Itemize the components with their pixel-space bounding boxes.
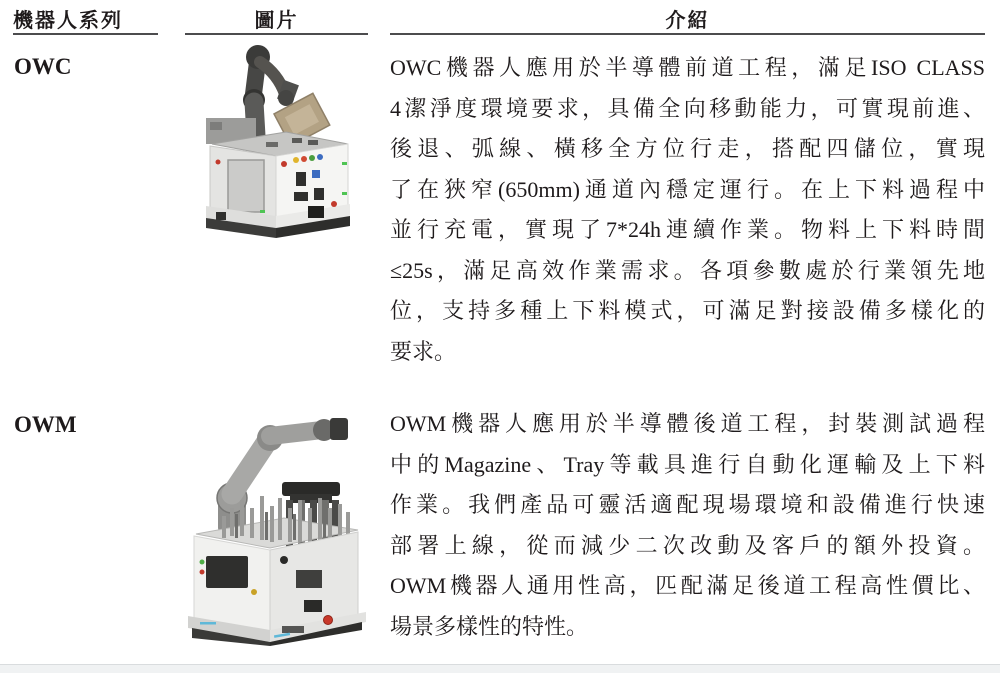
intro-line: 部署上線，從而減少二次改動及客戶的額外投資。 — [390, 532, 985, 558]
owc-robot-image — [196, 42, 362, 238]
intro-line: 後退、弧線、橫移全方位行走，搭配四儲位，實現 — [390, 136, 985, 161]
intro-line: OWM機器人通用性高，匹配滿足後道工程高性價比、 — [390, 573, 985, 598]
series-label-owc: OWC — [14, 54, 72, 79]
intro-line: OWC機器人應用於半導體前道工程，滿足ISO CLASS — [390, 55, 985, 80]
intro-owc — [390, 48, 985, 372]
intro-line: 作業。我們產品可靈活適配現場環境和設備進行快速 — [390, 492, 985, 517]
page-bottom-band — [0, 664, 1000, 673]
column-header-series: 機器人系列 — [13, 10, 123, 32]
intro-line: 位，支持多種上下料模式，可滿足對接設備多樣化的 — [390, 298, 985, 323]
intro-line: 場景多樣性的特性。 — [390, 613, 589, 639]
column-header-image: 圖片 — [254, 10, 299, 32]
intro-line: 4潔淨度環境要求，具備全向移動能力，可實現前進、 — [390, 95, 985, 121]
header-rule-image — [185, 33, 368, 35]
series-label-owm: OWM — [14, 412, 77, 437]
header-rule-series — [13, 33, 158, 35]
intro-owm — [390, 404, 985, 647]
intro-line: OWM機器人應用於半導體後道工程，封裝測試過程 — [390, 411, 985, 436]
intro-line: 要求。 — [390, 338, 457, 364]
intro-line: ≤25s，滿足高效作業需求。各項參數處於行業領先地 — [390, 257, 985, 283]
column-header-intro: 介紹 — [665, 10, 710, 32]
owm-robot-image — [166, 396, 378, 646]
intro-line: 中的Magazine、Tray等載具進行自動化運輸及上下料 — [390, 451, 985, 477]
intro-line: 了在狹窄(650mm)通道內穩定運行。在上下料過程中 — [390, 176, 985, 202]
intro-line: 並行充電，實現了7*24h連續作業。物料上下料時間 — [390, 217, 985, 242]
header-rule-intro — [390, 33, 985, 35]
